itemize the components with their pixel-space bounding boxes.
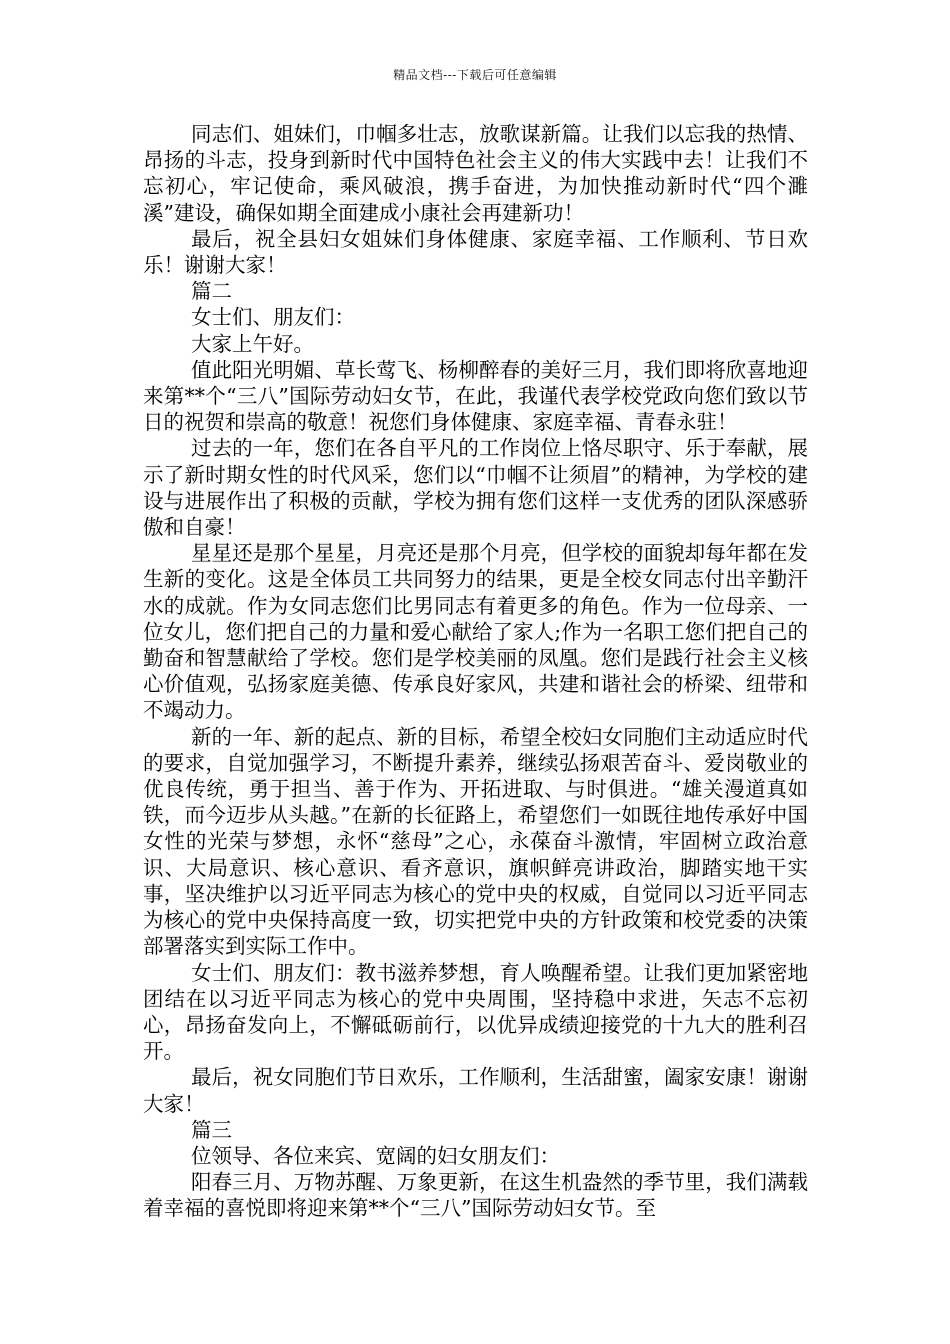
greeting: 大家上午好。 (191, 331, 314, 356)
paragraph: 过去的一年，您们在各自平凡的工作岗位上恪尽职守、乐于奉献，展示了新时期女性的时代风采，您们以“巾帼不让须眉”的精神，为学校的建设与进展作出了积极的贡献，学校为拥有您们这样一支优秀的团队深感骄傲和自豪！ (143, 436, 808, 540)
paragraph: 星星还是那个星星，月亮还是那个月亮，但学校的面貌却每年都在发生新的变化。这是全体员工共同努力的结果，更是全校女同志付出辛勤汗水的成就。作为女同志您们比男同志有着更多的角色。作为一位母亲、一位女儿，您们把自己的力量和爱心献给了家人;作为一名职工您们把自己的勤奋和智慧献给了学校。您们是学校美丽的凤凰。您们是践行社会主义核心价值观，弘扬家庭美德、传承良好家风，共建和谐社会的桥梁、纽带和不竭动力。 (143, 541, 808, 723)
paragraph: 最后，祝全县妇女姐妹们身体健康、家庭幸福、工作顺利、节日欢乐！谢谢大家！ (143, 226, 808, 278)
salutation: 位领导、各位来宾、宽阔的妇女朋友们： (191, 1143, 560, 1168)
section-heading: 篇二 (191, 279, 232, 304)
document-body (143, 121, 808, 1222)
section-heading: 篇三 (191, 1117, 232, 1142)
paragraph: 同志们、姐妹们，巾帼多壮志，放歌谋新篇。让我们以忘我的热情、昂扬的斗志，投身到新时代中国特色社会主义的伟大实践中去！让我们不忘初心，牢记使命，乘风破浪，携手奋进，为加快推动新时代“四个濉溪”建设，确保如期全面建成小康社会再建新功！ (143, 122, 808, 225)
page-header: 精品文档---下载后可任意编辑 (393, 68, 557, 82)
paragraph: 值此阳光明媚、草长莺飞、杨柳醉春的美好三月，我们即将欣喜地迎来第**个“三八”国际劳动妇女节，在此，我谨代表学校党政向您们致以节日的祝贺和崇高的敬意！祝您们身体健康、家庭幸福、青春永驻！ (143, 357, 808, 435)
salutation: 女士们、朋友们： (191, 305, 355, 330)
paragraph: 新的一年、新的起点、新的目标，希望全校妇女同胞们主动适应时代的要求，自觉加强学习，不断提升素养，继续弘扬艰苦奋斗、爱岗敬业的优良传统，勇于担当、善于作为、开拓进取、与时俱进。“雄关漫道真如铁，而今迈步从头越。”在新的长征路上，希望您们一如既往地传承好中国女性的光荣与梦想，永怀“慈母”之心，永葆奋斗激情，牢固树立政治意识、大局意识、核心意识、看齐意识，旗帜鲜亮讲政治，脚踏实地干实事，坚决维护以习近平同志为核心的党中央的权威，自觉同以习近平同志为核心的党中央保持高度一致，切实把党中央的方针政策和校党委的决策部署落实到实际工作中。 (143, 724, 808, 959)
paragraph: 女士们、朋友们：教书滋养梦想，育人唤醒希望。让我们更加紧密地团结在以习近平同志为核心的党中央周围，坚持稳中求进，矢志不忘初心，昂扬奋发向上，不懈砥砺前行，以优异成绩迎接党的十九大的胜利召开。 (143, 960, 808, 1064)
paragraph: 阳春三月、万物苏醒、万象更新，在这生机盎然的季节里，我们满载着幸福的喜悦即将迎来第**个“三八”国际劳动妇女节。至 (143, 1170, 808, 1221)
paragraph: 最后，祝女同胞们节日欢乐，工作顺利，生活甜蜜，阖家安康！谢谢大家！ (143, 1065, 808, 1116)
